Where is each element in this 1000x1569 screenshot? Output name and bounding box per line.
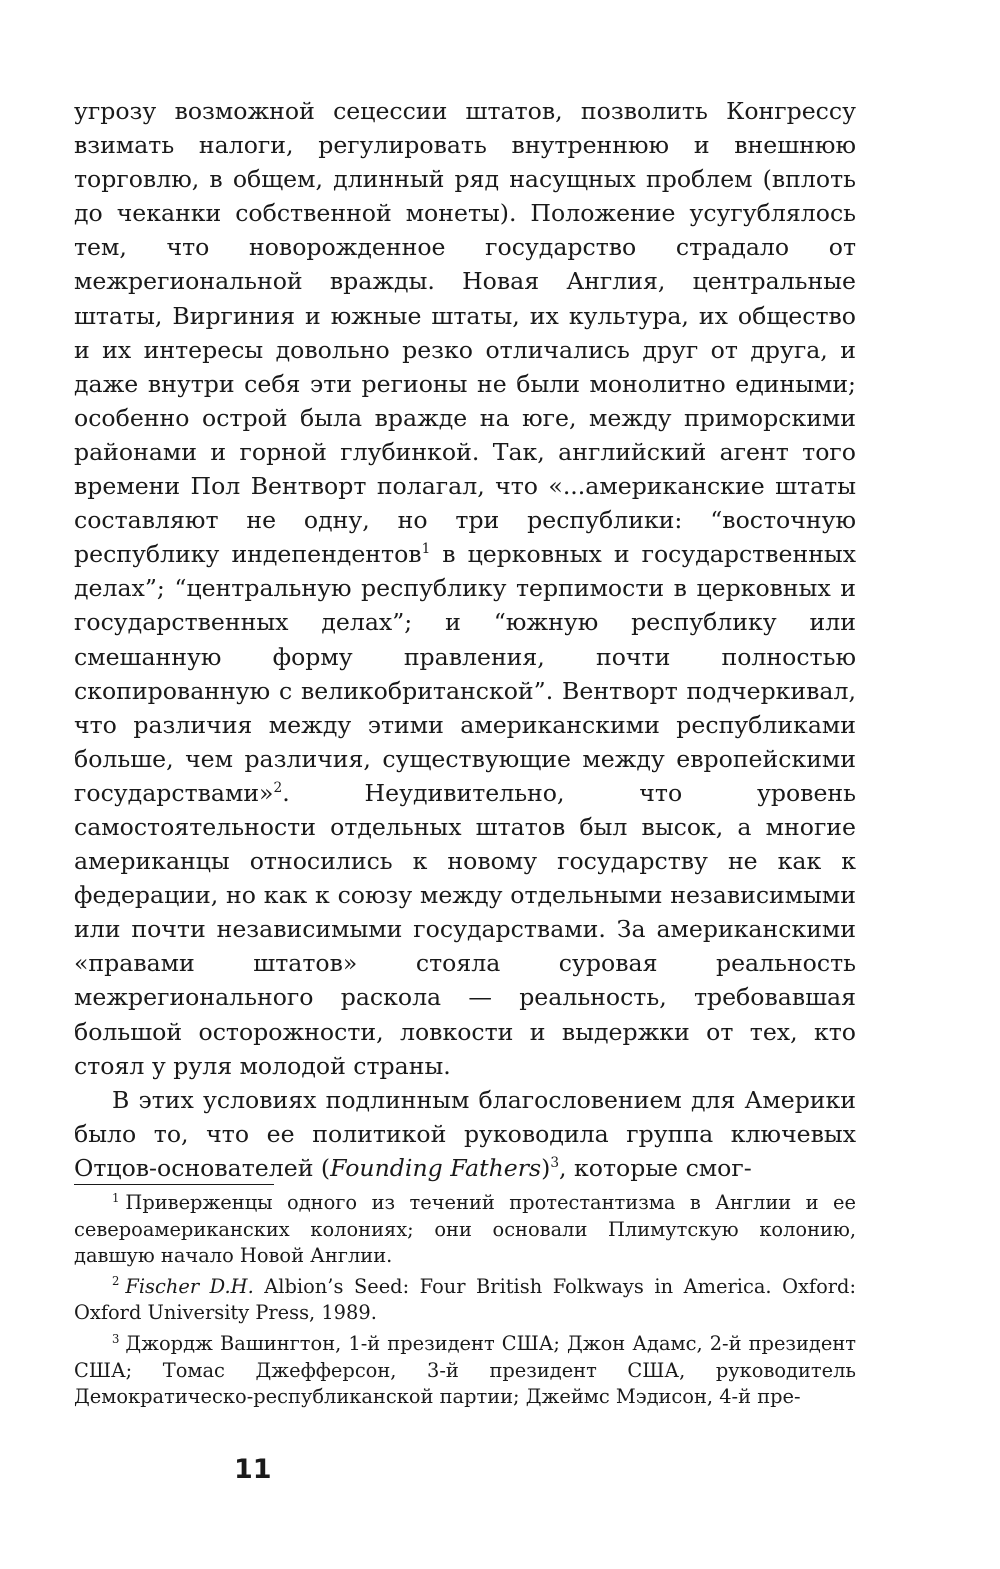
footnote-2-mark: 2 (112, 1274, 120, 1289)
footnote-2-author: Fischer D.H. (125, 1274, 254, 1298)
footnote-3 (74, 1331, 856, 1411)
main-text (74, 94, 856, 1185)
footnote-2-text: Albion’s Seed: Four British Folkways in America. Oxford: Oxford University Press, 1989. (74, 1274, 856, 1325)
paragraph-1-text-a: угрозу возможной сецессии штатов, позволить Конгрессу взимать налоги, регулировать внутреннюю и внешнюю торговлю, в общем, длинный ряд насущных проблем (вплоть до чеканки собственной монеты). Положение усугублялось тем, что новорожденное государство страдало от межрегиональной вражды. Новая Англия, центральные штаты, Виргиния и южные штаты, их культура, их общество и их интересы довольно резко отличались друг от друга, и даже внутри себя эти регионы не были монолитно едиными; особенно острой была вражде на юге, между приморскими районами и горной глубинкой. Так, английский агент того времени Пол Вентворт полагал, что «...американские штаты составляют не одну, но три республики: “восточную республику индепендентов (74, 97, 856, 569)
footnote-3-mark: 3 (112, 1331, 120, 1346)
footnote-3-text: Джордж Вашингтон, 1-й президент США; Джон Адамс, 2-й президент США; Томас Джефферсон, 3-й президент США, руководитель Демократическо-республиканской партии; Джеймс Мэдисон, 4-й пре- (74, 1331, 856, 1409)
footnote-1-text: Приверженцы одного из течений протестантизма в Англии и ее североамериканских колониях; они основали Плимутскую колонию, давшую начало Новой Англии. (74, 1191, 856, 1268)
founding-fathers-term: Founding Fathers (330, 1153, 542, 1182)
paragraph-1 (74, 94, 856, 1083)
footnotes (74, 1190, 856, 1411)
paragraph-2-text-b: ) (541, 1153, 551, 1182)
footnote-ref-1: 1 (421, 541, 431, 558)
footnote-1 (74, 1190, 856, 1270)
paragraph-2 (74, 1083, 856, 1185)
paragraph-1-text-b: в церковных и государственных делах”; “центральную республику терпимости в церковных и государственных делах”; и “южную республику или смешанную форму правления, почти полностью скопированную с великобританской”. Вентворт подчеркивал, что различия между этими американскими республиками больше, чем различия, существующие между европейскими государствами» (74, 540, 856, 807)
footnote-ref-2: 2 (273, 780, 283, 797)
page-number: 11 (234, 1454, 272, 1485)
paragraph-1-text-c: . Неудивительно, что уровень самостоятельности отдельных штатов был высок, а многие американцы относились к новому государству не как к федерации, но как к союзу между отдельными независимыми или почти независимыми государствами. За американскими «правами штатов» стояла суровая реальность межрегионального раскола — реальность, требовавшая большой осторожности, ловкости и выдержки от тех, кто стоял у руля молодой страны. (74, 778, 856, 1080)
footnote-1-mark: 1 (112, 1190, 120, 1205)
footnote-divider (74, 1184, 274, 1185)
footnote-2 (74, 1274, 856, 1327)
footnote-ref-3: 3 (550, 1155, 560, 1172)
paragraph-2-text-a: В этих условиях подлинным благословением для Америки было то, что ее политикой руководила группа ключевых Отцов-основателей ( (74, 1085, 856, 1182)
paragraph-2-text-c: , которые смог- (559, 1153, 752, 1182)
